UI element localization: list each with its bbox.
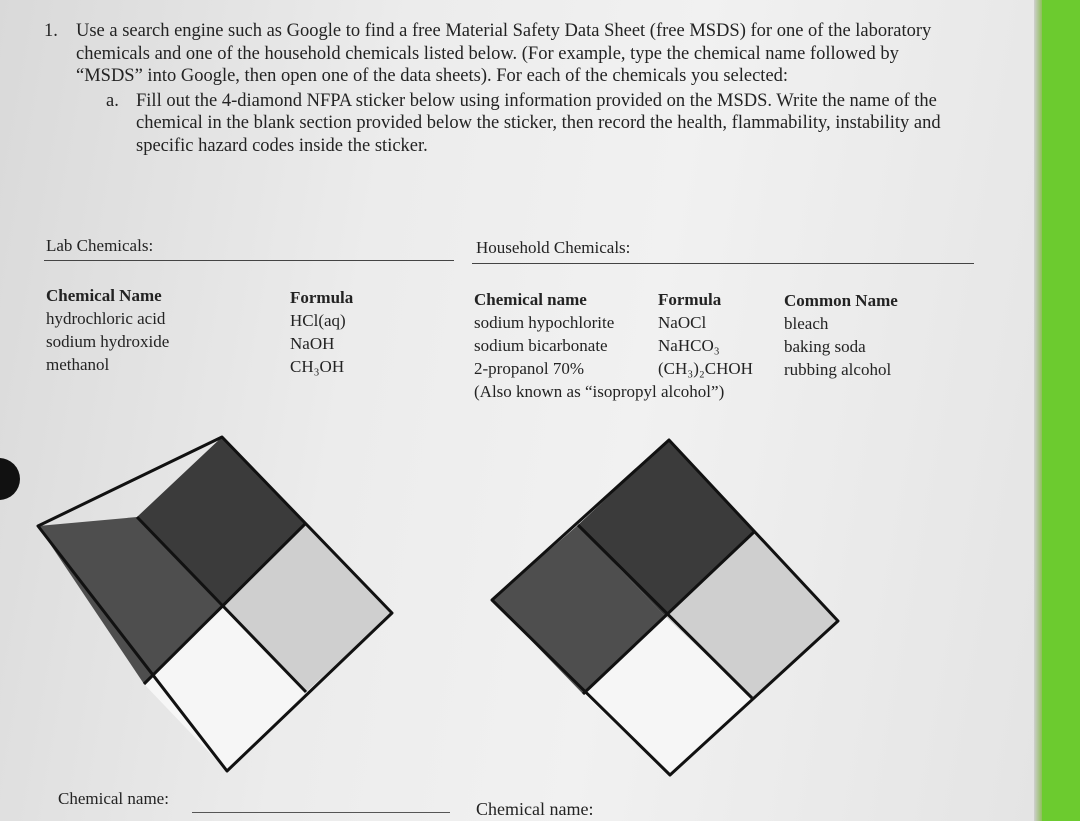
- household-row-3-formula: (CH₃)₂CHOH: [658, 359, 753, 378]
- question-number: 1.: [44, 21, 58, 41]
- household-row-1-common: bleach: [784, 314, 829, 333]
- lab-row-3-formula: CH₃OH: [290, 357, 345, 376]
- household-row-2-common: baking soda: [784, 337, 866, 356]
- subquestion-letter: a.: [106, 90, 119, 111]
- lab-chemical-name-label: Chemical name:: [58, 789, 169, 808]
- lab-row-2-formula: NaOH: [290, 334, 335, 353]
- household-row-2-formula: NaHCO₃: [658, 336, 720, 355]
- lab-row-1-formula: HCl(aq): [290, 311, 346, 330]
- household-chemical-name-label: Chemical name:: [476, 799, 594, 819]
- lab-name-header: Chemical Name: [46, 286, 162, 305]
- subquestion-text: Fill out the 4-diamond NFPA sticker below using information provided on the MSDS. Write the name of the chemical in the blank section provided below the sticker, then record the health, flammability, instability and specific hazard codes inside the sticker.: [136, 90, 941, 156]
- lab-chemicals-heading: Lab Chemicals:: [46, 236, 154, 255]
- question-text: Use a search engine such as Google to find a free Material Safety Data Sheet (free MSDS) for one of the laboratory chemicals and one of the household chemicals listed below. (For example, type the chemical name followed by “MSDS” into Google, then open one of the data sheets). For each of the chemicals you selected:: [76, 21, 932, 86]
- household-formula-header: Formula: [658, 290, 722, 309]
- household-common-header: Common Name: [784, 291, 898, 310]
- household-row-1-formula: NaOCl: [658, 313, 707, 332]
- household-row-2-name: sodium bicarbonate: [474, 336, 608, 355]
- lab-formula-header: Formula: [290, 288, 354, 307]
- nfpa-diamond-household: [492, 440, 838, 775]
- lab-chemical-name-blank[interactable]: [192, 812, 450, 813]
- household-note: (Also known as “isopropyl alcohol”): [474, 382, 725, 401]
- household-row-1-name: sodium hypochlorite: [474, 313, 615, 332]
- household-row-3-common: rubbing alcohol: [784, 360, 892, 379]
- household-name-header: Chemical name: [474, 290, 587, 309]
- household-row-3-name: 2-propanol 70%: [474, 359, 585, 378]
- nfpa-diamond-lab: [38, 437, 392, 771]
- household-chemicals-heading: Household Chemicals:: [476, 238, 631, 257]
- lab-row-2-name: sodium hydroxide: [46, 332, 170, 351]
- lab-row-1-name: hydrochloric acid: [46, 309, 166, 328]
- lab-row-3-name: methanol: [46, 355, 110, 374]
